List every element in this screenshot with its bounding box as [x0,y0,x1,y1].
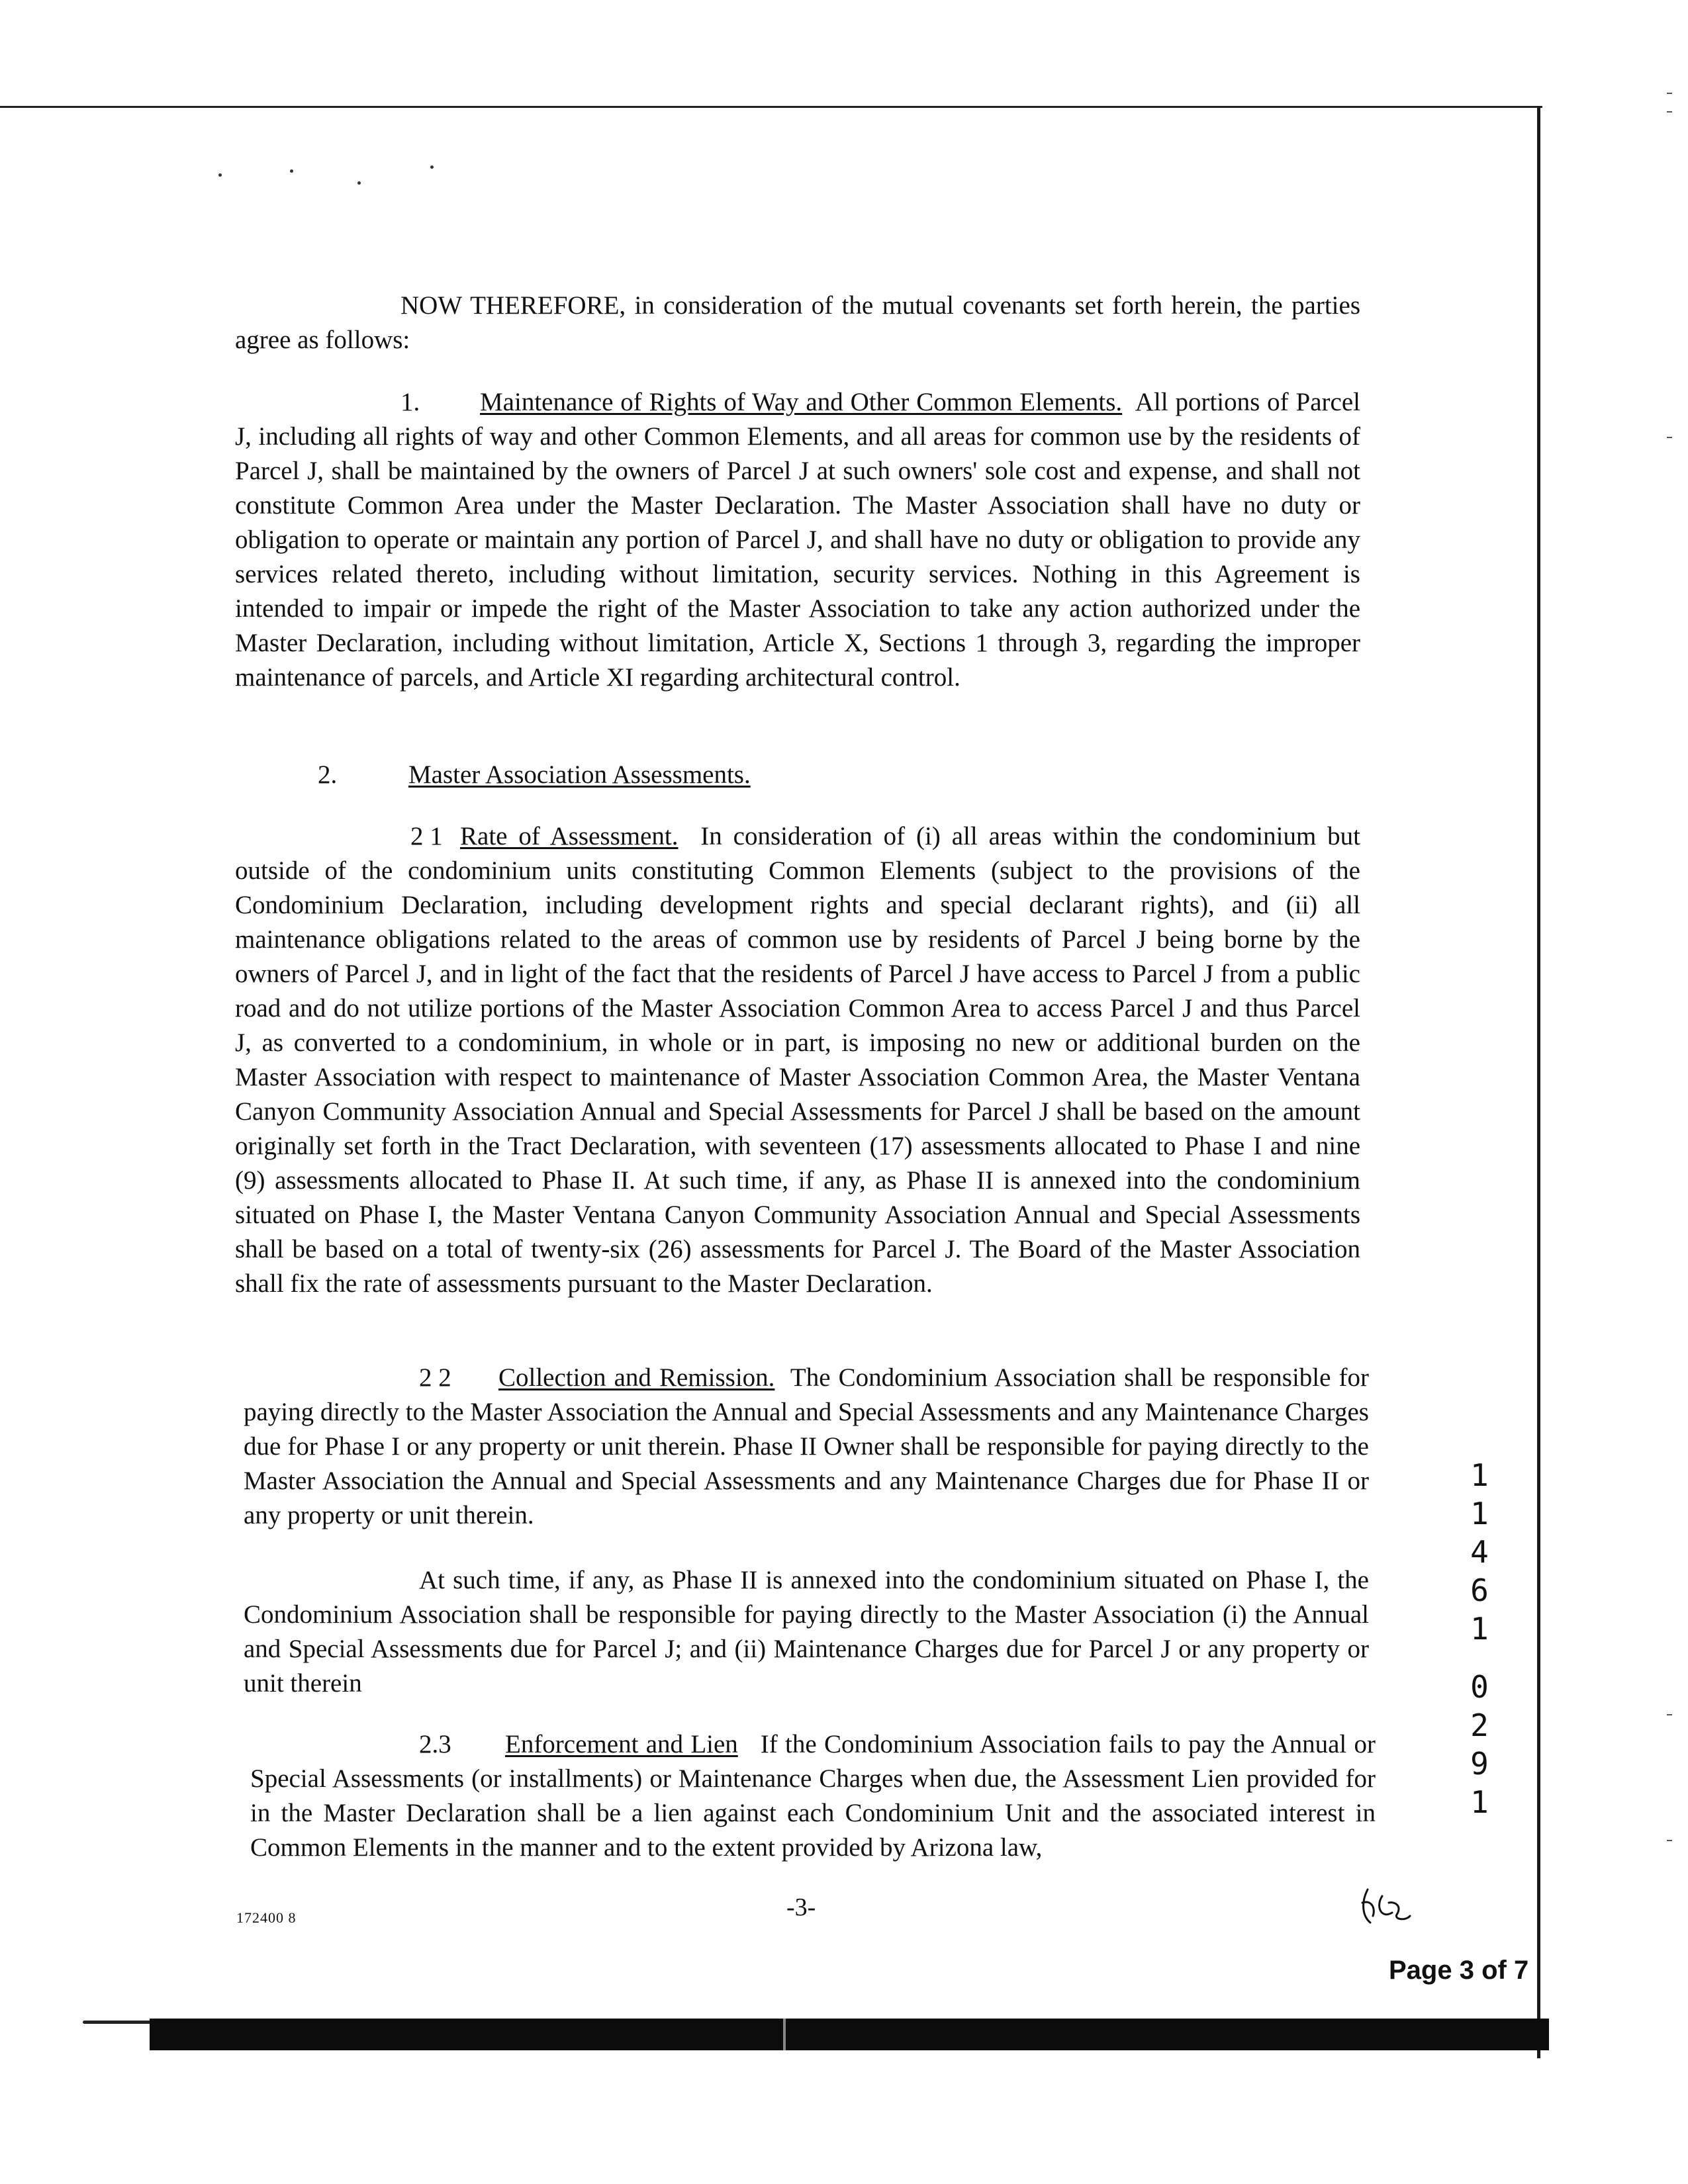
section-2-2-number: 2 2 [419,1363,451,1392]
section-2-2-title: Collection and Remission. [498,1363,775,1392]
stamp-digit: 4 [1470,1534,1489,1570]
section-1-title: Maintenance of Rights of Way and Other Common Elements. [480,388,1123,416]
section-2-title: Master Association Assessments. [408,760,751,789]
recording-stamp [1460,1456,1499,1821]
bottom-bar-divider [783,2019,786,2050]
section-1-number: 1. [400,388,420,416]
stamp-digit: 6 [1470,1572,1489,1608]
bottom-scan-bar [150,2019,1549,2050]
section-2-number: 2. [318,760,338,789]
section-2-1 [235,819,1360,1301]
stamp-digit: 9 [1470,1746,1489,1782]
section-1 [235,385,1360,695]
opening-paragraph: NOW THEREFORE, in consideration of the mutual covenants set forth herein, the parties agree as follows: [235,291,1360,354]
section-2-3-body: If the Condominium Association fails to pay the Annual or Special Assessments (or installments) or Maintenance Charges when due, the Assessment Lien provided for in the Master Declaration shall be a lien against each Condominium Unit and the associated interest in Common Elements in the manner and to the extent provided by Arizona law, [250,1730,1376,1862]
section-1-body: All portions of Parcel J, including all rights of way and other Common Elements, and all areas for common use by the residents of Parcel J, shall be maintained by the owners of Parcel J at such owners' sole cost and expense, and shall not constitute Common Area under the Master Declaration. The Master Association shall have no duty or obligation to operate or maintain any portion of Parcel J, and shall have no duty or obligation to provide any services related thereto, including without limitation, security services. Nothing in this Agreement is intended to impair or impede the right of the Master Association to take any action authorized under the Master Declaration, including without limitation, Article X, Sections 1 through 3, regarding the improper maintenance of parcels, and Article XI regarding architectural control. [235,388,1360,692]
section-2-heading [318,758,751,792]
section-2-2-body: The Condominium Association shall be responsible for paying directly to the Master Association the Annual and Special Assessments and any Maintenance Charges due for Phase I or any property or unit therein. Phase II Owner shall be responsible for paying directly to the Master Association the Annual and Special Assessments and any Maintenance Charges due for Phase II or any property or unit therein. [244,1363,1370,1529]
handwritten-initials [1356,1883,1415,1929]
section-2-2 [244,1361,1369,1533]
section-2-2-continuation: At such time, if any, as Phase II is annexed into the condominium situated on Phase I, the Condominium Association shall be responsible for paying directly to the Master Association (i) the Annual and Special Assessments due for Parcel J; and (ii) Maintenance Charges due for Parcel J or any property or unit therein [244,1566,1369,1698]
section-2-1-body: In consideration of (i) all areas within the condominium but outside of the condominium units constituting Common Elements (subject to the provisions of the Condominium Declaration, including development rights and special declarant rights), and (ii) all maintenance obligations related to the areas of common use by residents of Parcel J being borne by the owners of Parcel J, and in light of the fact that the residents of Parcel J have access to Parcel J from a public road and do not utilize portions of the Master Association Common Area to access Parcel J and thus Parcel J, as converted to a condominium, in whole or in part, is imposing no new or additional burden on the Master Association with respect to maintenance of Master Association Common Area, the Master Ventana Canyon Community Association Annual and Special Assessments for Parcel J shall be based on the amount originally set forth in the Tract Declaration, with seventeen (17) assessments allocated to Phase I and nine (9) assessments allocated to Phase II. At such time, if any, as Phase II is annexed into the condominium situated on Phase I, the Master Ventana Canyon Community Association Annual and Special Assessments shall be based on a total of twenty-six (26) assessments for Parcel J. The Board of the Master Association shall fix the rate of assessments pursuant to the Master Declaration. [235,822,1361,1298]
stamp-digit: 1 [1470,1457,1489,1493]
section-2-1-number: 2 1 [410,822,443,850]
stamp-digit: 1 [1470,1496,1489,1531]
stamp-digit: 1 [1470,1784,1489,1820]
stamp-digit: 0 [1470,1669,1489,1705]
section-2-3-number: 2.3 [419,1730,451,1758]
document-id: 172400 8 [236,1909,297,1926]
stamp-digit [1460,1648,1499,1668]
left-pen-stroke [83,2021,152,2024]
section-2-3 [250,1727,1376,1865]
stamp-digit: 2 [1470,1707,1489,1743]
section-2-1-title: Rate of Assessment. [460,822,679,850]
stamp-digit: 1 [1470,1611,1489,1647]
section-2-3-title: Enforcement and Lien [505,1730,738,1758]
page-number: -3- [786,1893,816,1921]
right-border-rule [1537,106,1540,2058]
top-rule [0,106,1542,108]
page-of-label: Page 3 of 7 [1389,1956,1529,1985]
